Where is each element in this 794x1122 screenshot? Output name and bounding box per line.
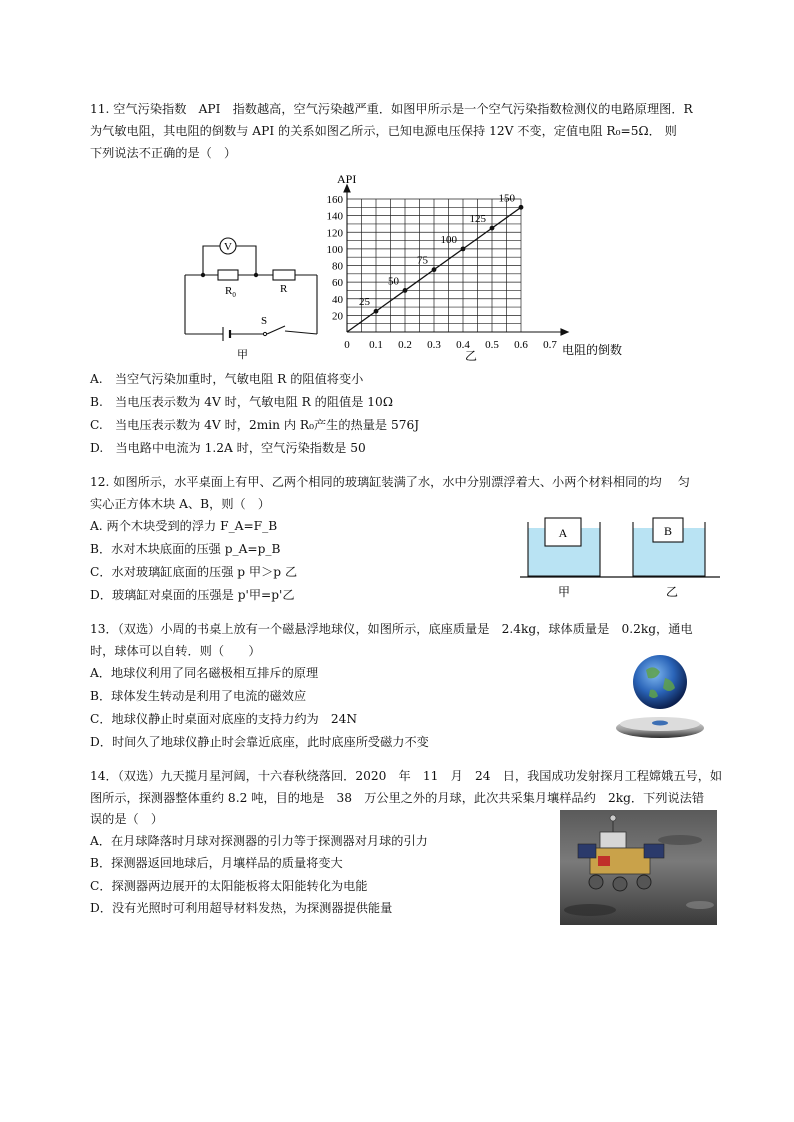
resistor-r0 <box>218 270 238 280</box>
q11-stem-line-1: 11. 空气污染指数 API 指数越高，空气污染越严重．如图甲所示是一个空气污染指数检测仪的电路原理图．R <box>90 102 693 116</box>
block-b-label: B <box>663 524 673 538</box>
globe-icon <box>633 655 687 709</box>
chart-x-tick-label: 0 <box>344 339 350 351</box>
chart-data-label: 50 <box>388 275 399 288</box>
q13-option-d: D．时间久了地球仪静止时会靠近底座，此时底座所受磁力不变 <box>90 735 429 749</box>
q14-option-d: D．没有光照时可利用超导材料发热，为探测器提供能量 <box>90 901 393 915</box>
circuit-diagram <box>175 230 325 360</box>
chart-data-point <box>403 288 408 293</box>
switch-label: S <box>261 315 268 327</box>
q11-option-c: C. 当电压表示数为 4V 时，2min 内 R₀产生的热量是 576J <box>90 418 420 432</box>
chart-data-point <box>432 267 437 272</box>
q12-option-b: B．水对木块底面的压强 p_A=p_B <box>90 542 281 556</box>
chart-x-tick-label: 0.1 <box>369 339 383 351</box>
lunar-rover-photo <box>560 810 717 925</box>
chart-y-tick-label: 60 <box>332 277 343 290</box>
q14-option-b: B．探测器返回地球后，月壤样品的质量将变大 <box>90 856 343 870</box>
q13-stem-line-1: 13．（双选）小周的书桌上放有一个磁悬浮地球仪，如图所示，底座质量是 2.4kg，球体质量是 0.2kg，通电 <box>90 622 693 636</box>
q11-stem-line-3: 下列说法不正确的是（ ） <box>90 146 237 160</box>
circuit-caption: 甲 <box>237 349 248 360</box>
chart-x-tick-label: 0.5 <box>485 339 499 351</box>
chart-y-arrow <box>344 185 350 192</box>
chart-x-tick-label: 0.6 <box>514 339 528 351</box>
chart-x-axis-label: 电阻的倒数 <box>562 343 623 357</box>
chart-data-label: 25 <box>359 296 370 309</box>
water-tanks-figure <box>520 512 720 602</box>
chart-caption: 乙 <box>465 349 478 363</box>
maglev-globe-image <box>610 648 710 748</box>
chart-data-label: 150 <box>498 192 515 205</box>
tank-jia-label: 甲 <box>558 585 571 599</box>
chart-x-tick-label: 0.7 <box>543 339 557 351</box>
q14-option-c: C．探测器两边展开的太阳能板将太阳能转化为电能 <box>90 879 368 893</box>
q13-option-b: B．球体发生转动是利用了电流的磁效应 <box>90 689 307 703</box>
chart-x-arrow <box>561 329 568 335</box>
chart-y-tick-label: 120 <box>326 227 343 240</box>
resistor-r <box>273 270 295 280</box>
q12-option-d: D．玻璃缸对桌面的压强是 p'甲=p'乙 <box>90 588 295 602</box>
chart-data-label: 125 <box>469 213 486 226</box>
q14-stem-line-2: 图所示，探测器整体重约 8.2 吨，目的地是 38 万公里之外的月球，此次共采集月壤样品约 2kg．下列说法错 <box>90 791 705 805</box>
q13-stem-line-2: 时，球体可以自转．则（ ） <box>90 644 261 658</box>
chart-y-tick-label: 20 <box>332 310 343 323</box>
chart-y-tick-label: 160 <box>326 194 343 206</box>
chart-data-label: 75 <box>417 254 428 267</box>
q11-option-a: A. 当空气污染加重时，气敏电阻 R 的阻值将变小 <box>90 372 364 386</box>
voltmeter-label: V <box>224 241 232 253</box>
chart-data-label: 100 <box>440 233 457 246</box>
chart-data-point <box>461 246 466 251</box>
block-a-label: A <box>558 526 568 540</box>
chart-data-point <box>519 205 524 210</box>
chart-data-point <box>490 226 495 231</box>
chart-x-tick-label: 0.4 <box>456 339 470 351</box>
q12-option-c: C．水对玻璃缸底面的压强 p 甲＞p 乙 <box>90 565 298 579</box>
q11-option-d: D. 当电路中电流为 1.2A 时，空气污染指数是 50 <box>90 441 366 455</box>
chart-y-tick-label: 100 <box>326 243 343 256</box>
api-chart <box>325 168 635 368</box>
q12-stem-line-2: 实心正方体木块 A、B，则（ ） <box>90 497 271 511</box>
q13-option-c: C．地球仪静止时桌面对底座的支持力约为 24N <box>90 712 358 726</box>
q14-option-a: A．在月球降落时月球对探测器的引力等于探测器对月球的引力 <box>90 834 428 848</box>
r-label: R <box>280 283 288 295</box>
chart-x-tick-label: 0.2 <box>398 339 412 351</box>
tank-yi-label: 乙 <box>666 585 679 599</box>
chart-y-axis-label: API <box>337 172 357 186</box>
q11-stem-line-2: 为气敏电阻，其电阻的倒数与 API 的关系如图乙所示，已知电源电压保持 12V 不变，定值电阻 R₀=5Ω． 则 <box>90 124 677 138</box>
chart-y-tick-label: 80 <box>332 260 343 273</box>
r0-label: $R_0$ <box>225 285 236 299</box>
chart-data-point <box>374 309 379 314</box>
chart-y-tick-label: 140 <box>326 210 343 223</box>
chart-y-tick-label: 40 <box>332 293 343 306</box>
q14-stem-line-1: 14．（双选）九天揽月星河阔，十六春秋绕落回．2020 年 11 月 24 日，我国成功发射探月工程嫦娥五号，如 <box>90 769 723 783</box>
q14-stem-line-3: 误的是（ ） <box>90 812 164 826</box>
chart-x-tick-label: 0.3 <box>427 339 441 351</box>
q12-stem-line-1: 12. 如图所示，水平桌面上有甲、乙两个相同的玻璃缸装满了水，水中分别漂浮着大、小两个材料相同的均 匀 <box>90 475 690 489</box>
q11-option-b: B. 当电压表示数为 4V 时，气敏电阻 R 的阻值是 10Ω <box>90 395 393 409</box>
q13-option-a: A．地球仪利用了同名磁极相互排斥的原理 <box>90 666 319 680</box>
q12-option-a: A. 两个木块受到的浮力 F_A=F_B <box>90 519 278 533</box>
